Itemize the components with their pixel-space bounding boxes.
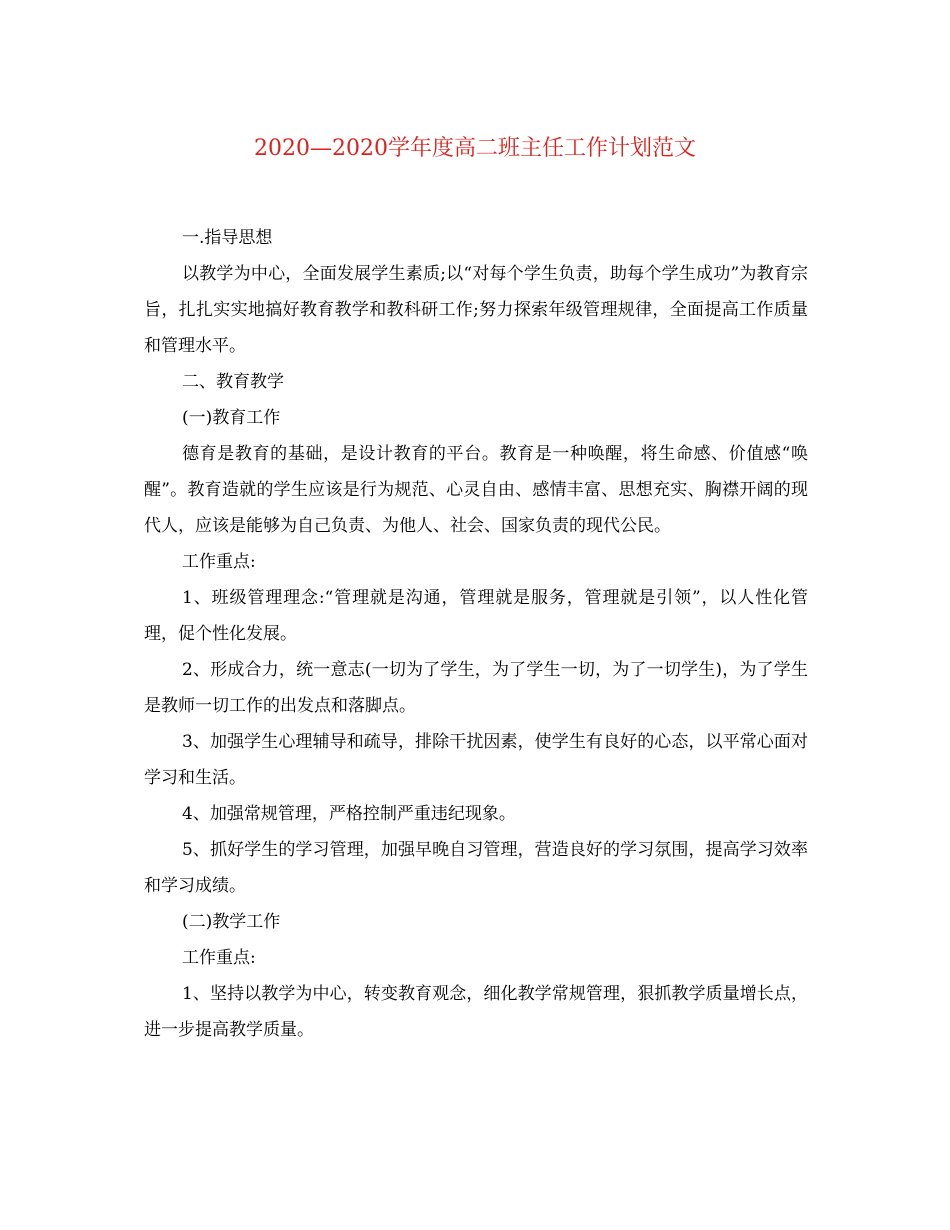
list-item: 1、班级管理理念:“管理就是沟通，管理就是服务，管理就是引领”，以人性化管理，促个性化发展。 [144,588,808,644]
document-title: 2020—2020学年度高二班主任工作计划范文 [254,136,696,161]
work-focus-heading: 工作重点: [182,948,256,968]
list-item: 5、抓好学生的学习管理，加强早晚自习管理，营造良好的学习氛围，提高学习效率和学习成绩。 [144,840,808,896]
paragraph-guiding-thought: 以教学为中心，全面发展学生素质;以“对每个学生负责，助每个学生成功”为教育宗旨，扎扎实实地搞好教育教学和教科研工作;努力探索年级管理规律，全面提高工作质量和管理水平。 [144,264,808,356]
subsection-heading-education-work: (一)教育工作 [182,408,281,428]
work-focus-heading: 工作重点: [182,552,256,572]
list-item: 1、坚持以教学为中心，转变教育观念，细化教学常规管理，狠抓教学质量增长点，进一步提高教学质量。 [144,984,808,1040]
paragraph-moral-education: 德育是教育的基础，是设计教育的平台。教育是一种唤醒，将生命感、价值感“唤醒”。教育造就的学生应该是行为规范、心灵自由、感情丰富、思想充实、胸襟开阔的现代人，应该是能够为自己负责、为他人、社会、国家负责的现代公民。 [144,444,808,536]
list-item: 4、加强常规管理，严格控制严重违纪现象。 [182,804,516,824]
list-item: 2、形成合力，统一意志(一切为了学生，为了学生一切，为了一切学生)，为了学生是教师一切工作的出发点和落脚点。 [144,660,808,716]
subsection-heading-teaching-work: (二)教学工作 [182,912,281,932]
document-body [144,220,808,1048]
section-heading-guiding-thought: 一.指导思想 [182,228,273,248]
list-item: 3、加强学生心理辅导和疏导，排除干扰因素，使学生有良好的心态，以平常心面对学习和生活。 [144,732,808,788]
section-heading-education-teaching: 二、教育教学 [182,372,284,392]
